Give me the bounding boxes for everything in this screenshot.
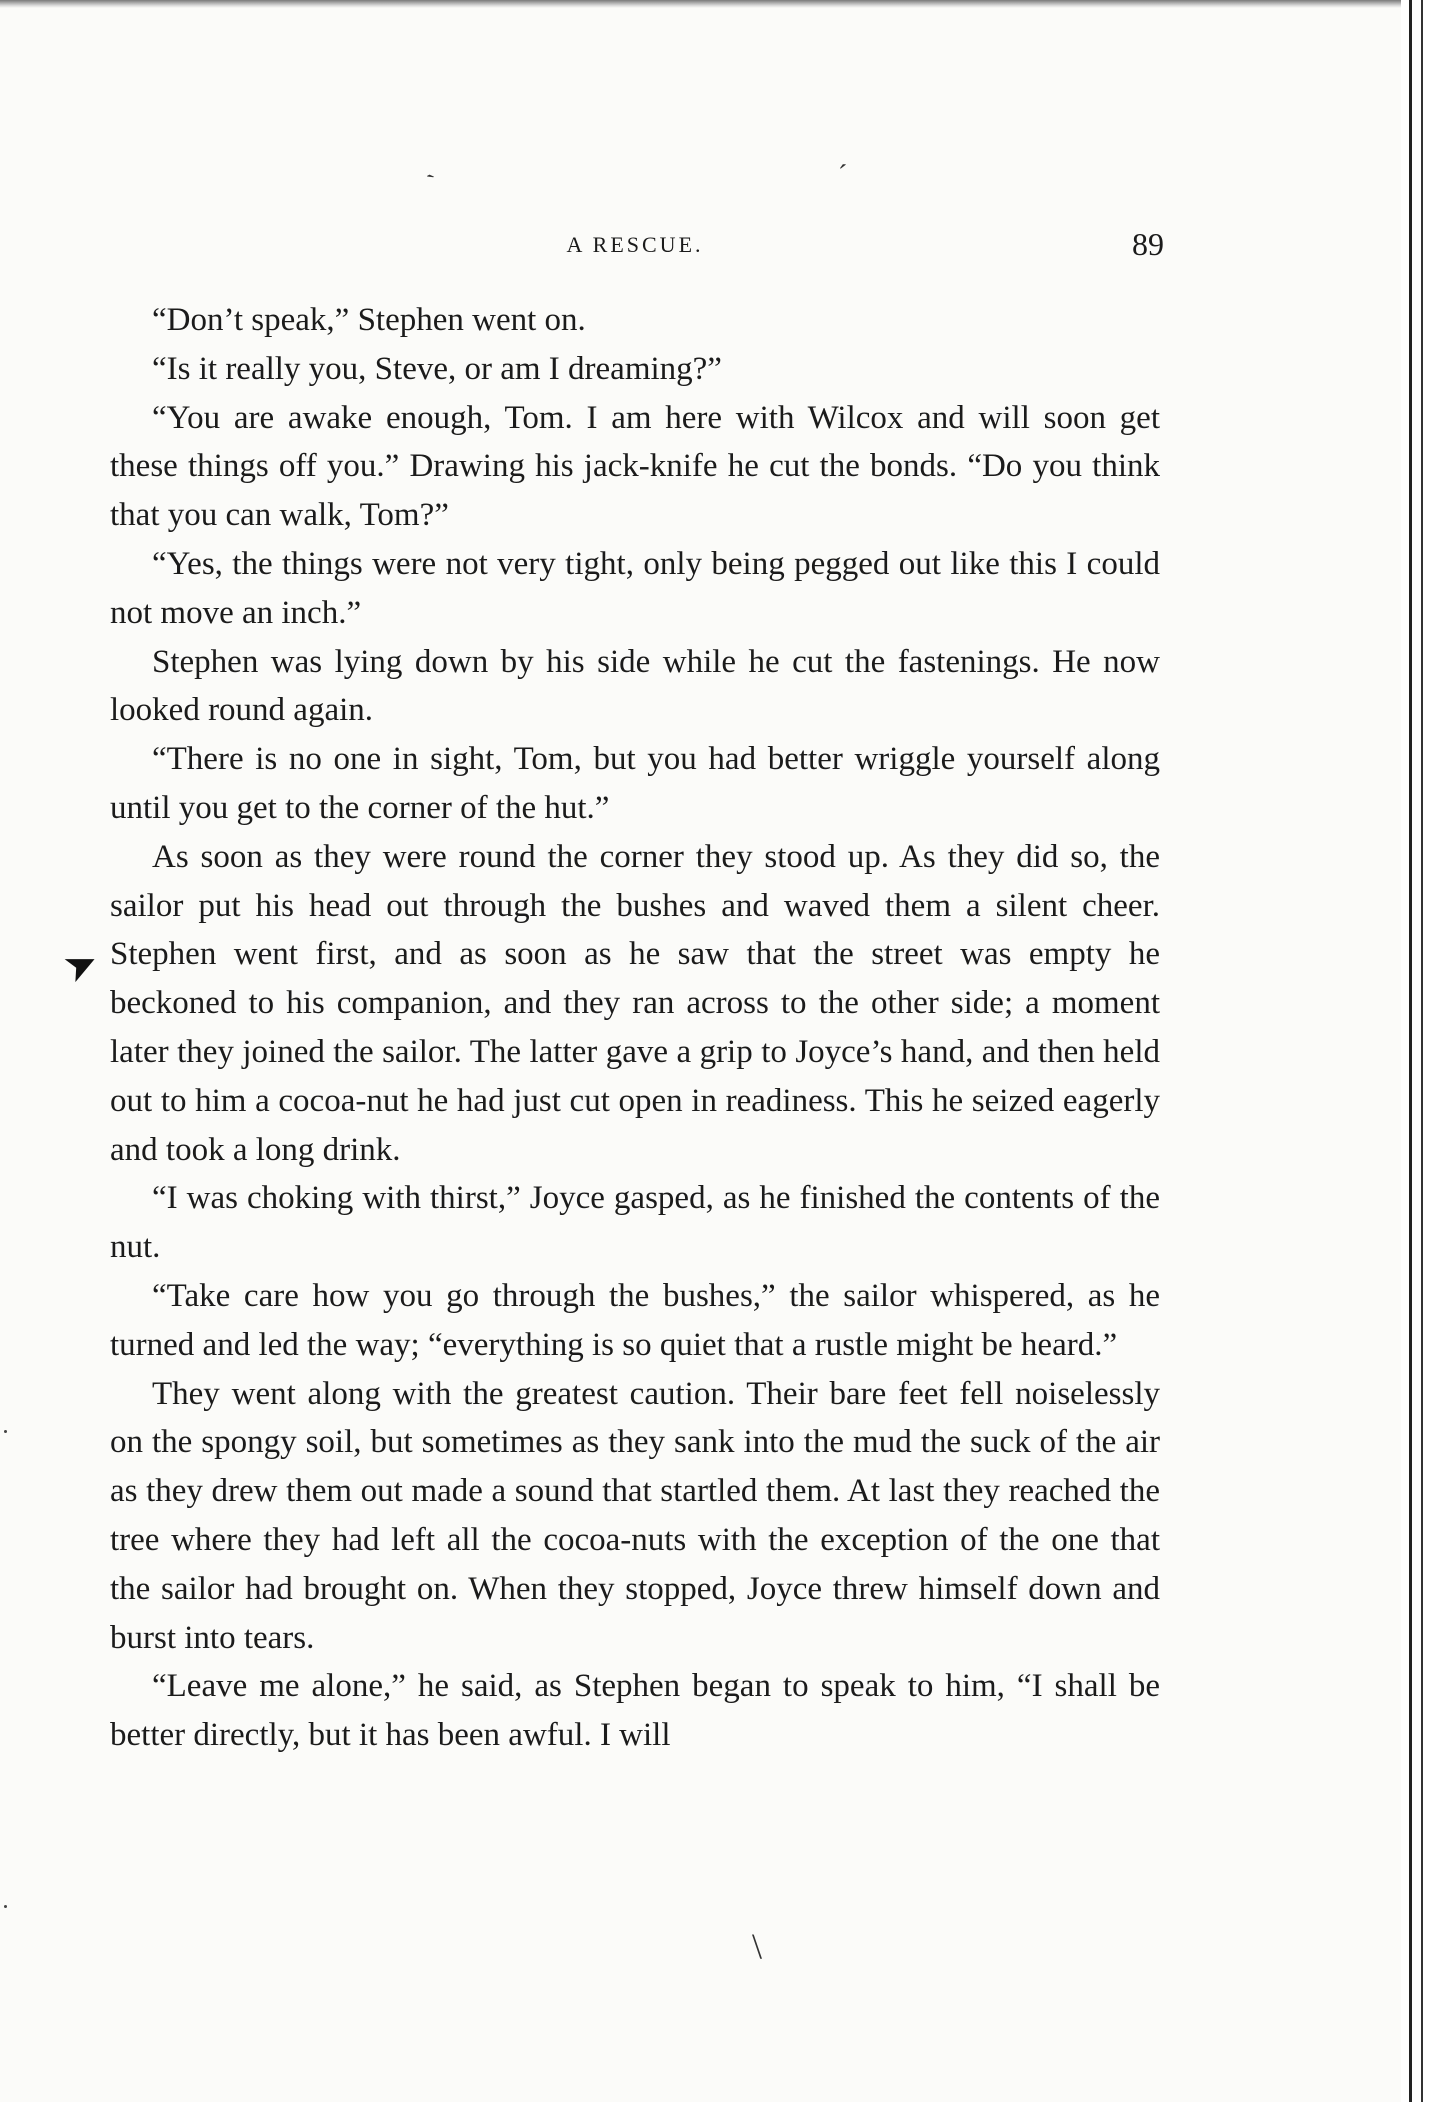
paragraph: Stephen was lying down by his side while he cut the fastenings. He now looked round again.: [110, 643, 1160, 729]
paragraph: As soon as they were round the corner they stood up. As they did so, the sailor put his head out through the bushes and waved them a silent cheer. Stephen went first, and as soon as he saw that the street was empty he beckoned to his companion, and they ran across to the other side; a moment later they joined the sailor. The latter gave a grip to Joyce’s hand, and then held out to him a cocoa-nut he had just cut open in readiness. This he seized eagerly and took a long drink.: [110, 838, 1160, 1168]
paragraph: “Take care how you go through the bushes,” the sailor whispered, as he turned and led the way; “everything is so quiet that a rustle might be heard.”: [110, 1277, 1160, 1363]
scan-mark: ˊ: [838, 160, 848, 191]
paragraph: “Leave me alone,” he said, as Stephen began to speak to him, “I shall be better directly, but it has been awful. I will: [110, 1668, 1160, 1754]
scan-speck: [4, 1905, 7, 1908]
paragraph: “You are awake enough, Tom. I am here with Wilcox and will soon get these things off you.” Drawing his jack-knife he cut the bonds. “Do you think that you can walk, Tom?”: [110, 399, 1160, 534]
scan-speck: [4, 1430, 7, 1433]
scan-mark: ˏ: [412, 149, 437, 182]
running-head: [110, 226, 1164, 266]
paragraph: “Is it really you, Steve, or am I dreaming?”: [152, 350, 722, 387]
scan-top-edge: [0, 0, 1437, 8]
binding-line: [1409, 0, 1412, 2102]
scan-mark: \: [752, 1926, 763, 1966]
paragraph: “Yes, the things were not very tight, only being pegged out like this I could not move an inch.”: [110, 545, 1160, 631]
paragraph: “I was choking with thirst,” Joyce gasped, as he finished the contents of the nut.: [110, 1180, 1160, 1266]
chapter-title: A RESCUE.: [566, 232, 704, 257]
paragraph: “Don’t speak,” Stephen went on.: [152, 302, 586, 338]
pencil-arrow-mark: ➤: [56, 937, 106, 992]
page-number: 89: [1132, 226, 1164, 262]
body-text: [110, 296, 1160, 1760]
paragraph: “There is no one in sight, Tom, but you had better wriggle yourself along until you get to the corner of the hut.”: [110, 741, 1160, 826]
binding-line: [1421, 0, 1423, 2102]
scan-right-edge: [1401, 0, 1437, 2102]
paragraph: They went along with the greatest caution. Their bare feet fell noiselessly on the spongy soil, but sometimes as they sank into the mud the suck of the air as they drew them out made a sound that startled them. At last they reached the tree where they had left all the cocoa-nuts with the exception of the one that the sailor had brought on. When they stopped, Joyce threw himself down and burst into tears.: [110, 1375, 1160, 1656]
